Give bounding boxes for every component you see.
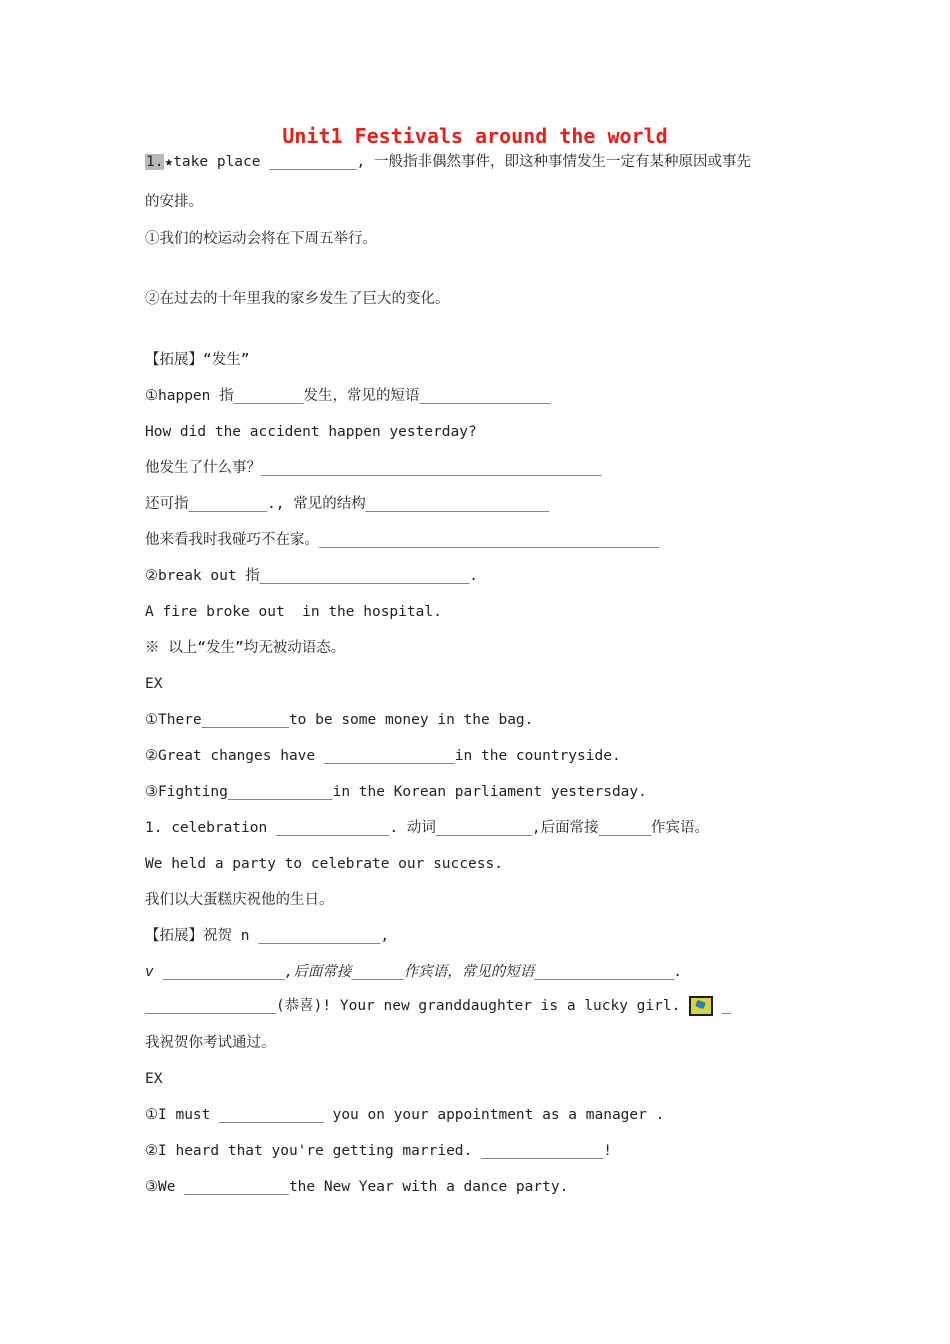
- exercise-item: ②Great changes have _______________in the countryside.: [145, 748, 621, 764]
- line-text: ★take place __________, 一般指非偶然事件，即这种事情发生一定有某种原因或事先: [164, 154, 751, 170]
- question-number: 1.: [146, 154, 164, 170]
- exercise-label: EX: [145, 1071, 163, 1087]
- text-line: 的安排。: [145, 194, 203, 210]
- text-line: 他发生了什么事？_______________________________________: [145, 460, 602, 476]
- text-line: 我们以大蛋糕庆祝他的生日。: [145, 892, 334, 908]
- exercise-item: ③Fighting____________in the Korean parliament yestersday.: [145, 784, 647, 800]
- exercise-item: ②I heard that you're getting married. ______________!: [145, 1143, 612, 1159]
- text-line: v ______________,后面常接______作宾语，常见的短语________________.: [145, 964, 683, 980]
- text-line: 他来看我时我碰巧不在家。_______________________________________: [145, 532, 660, 548]
- text-line-with-icon: [145, 996, 731, 1016]
- text-line: We held a party to celebrate our success.: [145, 856, 503, 872]
- text-line: 还可指_________., 常见的结构_____________________: [145, 496, 550, 512]
- text-line: A fire broke out in the hospital.: [145, 604, 442, 620]
- section-heading: 【拓展】“发生”: [145, 352, 250, 368]
- document-title: Unit1 Festivals around the world: [282, 124, 668, 148]
- text-line: How did the accident happen yesterday?: [145, 424, 477, 440]
- question-1-line: [145, 152, 751, 172]
- exercise-item: ③We ____________the New Year with a dance party.: [145, 1179, 569, 1195]
- text-line: ②在过去的十年里我的家乡发生了巨大的变化。: [145, 291, 450, 307]
- text-line: 1. celebration _____________. 动词___________,后面常接______作宾语。: [145, 820, 710, 836]
- embedded-object-icon: [689, 996, 713, 1016]
- text-line: ①happen 指________发生，常见的短语_______________: [145, 388, 551, 404]
- section-heading: 【拓展】祝贺 n ______________,: [145, 928, 390, 944]
- line-suffix: _: [713, 998, 731, 1014]
- note-line: ※ 以上“发生”均无被动语态。: [145, 640, 346, 656]
- text-line: ①我们的校运动会将在下周五举行。: [145, 231, 377, 247]
- exercise-label: EX: [145, 676, 163, 692]
- text-line: 我祝贺你考试通过。: [145, 1035, 276, 1051]
- exercise-item: ①There__________to be some money in the bag.: [145, 712, 534, 728]
- line-text: _______________(恭喜)! Your new granddaughter is a lucky girl.: [145, 998, 681, 1014]
- text-line: ②break out 指________________________.: [145, 568, 479, 584]
- exercise-item: ①I must ____________ you on your appointment as a manager .: [145, 1107, 665, 1123]
